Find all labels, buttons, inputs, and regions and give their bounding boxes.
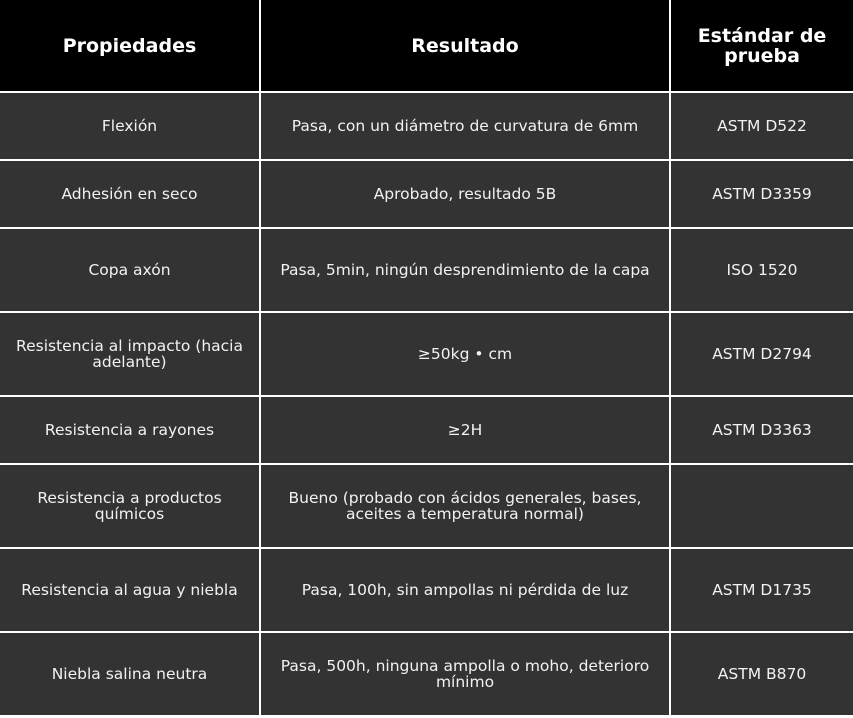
- row-7-result: Pasa, 100h, sin ampollas ni pérdida de luz: [261, 549, 669, 631]
- row-4-property: Resistencia al impacto (hacia adelante): [0, 313, 259, 395]
- row-7-standard: ASTM D1735: [671, 549, 853, 631]
- row-1-result: Pasa, con un diámetro de curvatura de 6mm: [261, 93, 669, 159]
- row-6-standard: [671, 465, 853, 547]
- row-1-property: Flexión: [0, 93, 259, 159]
- row-6-property: Resistencia a productos químicos: [0, 465, 259, 547]
- row-3-result: Pasa, 5min, ningún desprendimiento de la capa: [261, 229, 669, 311]
- row-8-standard: ASTM B870: [671, 633, 853, 715]
- row-2-standard: ASTM D3359: [671, 161, 853, 227]
- row-3-property: Copa axón: [0, 229, 259, 311]
- row-4-result: ≥50kg • cm: [261, 313, 669, 395]
- row-5-property: Resistencia a rayones: [0, 397, 259, 463]
- row-4-standard: ASTM D2794: [671, 313, 853, 395]
- header-result: Resultado: [261, 0, 669, 91]
- row-3-standard: ISO 1520: [671, 229, 853, 311]
- row-8-property: Niebla salina neutra: [0, 633, 259, 715]
- row-7-property: Resistencia al agua y niebla: [0, 549, 259, 631]
- row-2-property: Adhesión en seco: [0, 161, 259, 227]
- header-test-standard: Estándar de prueba: [671, 0, 853, 91]
- row-5-standard: ASTM D3363: [671, 397, 853, 463]
- row-1-standard: ASTM D522: [671, 93, 853, 159]
- row-6-result: Bueno (probado con ácidos generales, bases, aceites a temperatura normal): [261, 465, 669, 547]
- header-properties: Propiedades: [0, 0, 259, 91]
- row-2-result: Aprobado, resultado 5B: [261, 161, 669, 227]
- row-8-result: Pasa, 500h, ninguna ampolla o moho, deterioro mínimo: [261, 633, 669, 715]
- row-5-result: ≥2H: [261, 397, 669, 463]
